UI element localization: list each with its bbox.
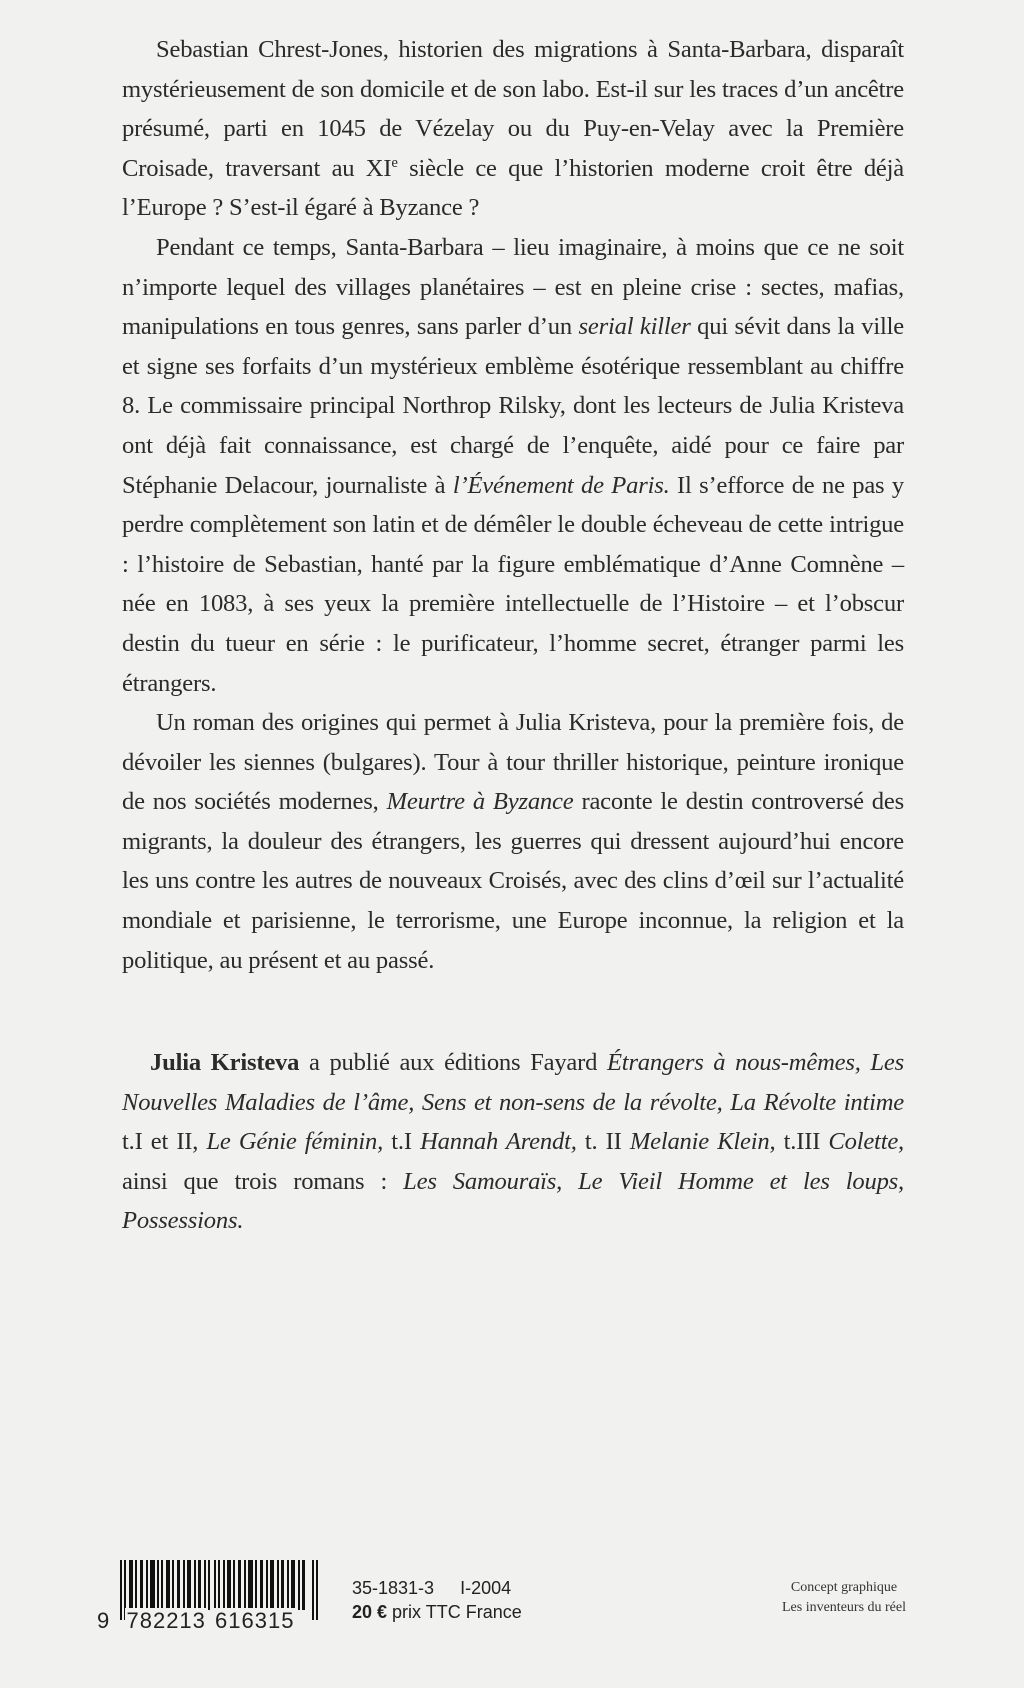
book-blurb <box>122 30 904 980</box>
price-note: prix TTC France <box>387 1602 522 1622</box>
blurb-paragraph-3: Un roman des origines qui permet à Julia Kristeva, pour la première fois, de dévoiler les siennes (bulgares). Tour à tour thriller historique, peinture ironique de nos sociétés modernes, Meurtre à Byzance raconte le destin controversé des migrants, la douleur des étrangers, les guerres qui dressent aujourd’hui encore les uns contre les autres de nouveaux Croisés, avec des clins d’œil sur l’actualité mondiale et parisienne, le terrorisme, une Europe inconnue, la religion et la politique, au présent et au passé. <box>122 709 904 974</box>
author-bio-paragraph: Julia Kristeva a publié aux éditions Fayard Étrangers à nous-mêmes, Les Nouvelles Maladies de l’âme, Sens et non-sens de la révolte, La Révolte intime t.I et II, Le Génie féminin, t.I Hannah Arendt, t. II Melanie Klein, t.III Colette, ainsi que trois romans : Les Samouraïs, Le Vieil Homme et les loups, Possessions. <box>122 1049 904 1235</box>
book-codes <box>352 1576 522 1624</box>
reference-number: 35-1831-3 <box>352 1578 435 1598</box>
design-credit: Concept graphique Les inventeurs du réel <box>781 1580 906 1615</box>
edition-code: I-2004 <box>460 1578 512 1598</box>
blurb-paragraph-1: Sebastian Chrest-Jones, historien des migrations à Santa-Barbara, disparaît mystérieusement de son domicile et de son labo. Est-il sur les traces d’un ancêtre présumé, parti en 1045 de Vézelay ou du Puy-en-Velay avec la Première Croisade, traversant au XIe siècle ce que l’historien moderne croit être déjà l’Europe ? S’est-il égaré à Byzance ? <box>122 36 904 222</box>
author-name: Julia Kristeva <box>150 1049 300 1076</box>
price: 20 € <box>352 1602 388 1622</box>
blurb-paragraph-2: Pendant ce temps, Santa-Barbara – lieu imaginaire, à moins que ce ne soit n’importe lequel des villages planétaires – est en pleine crise : sectes, mafias, manipulations en tous genres, sans parler d’un serial killer qui sévit dans la ville et signe ses forfaits d’un mystérieux emblème ésotérique ressemblant au chiffre 8. Le commissaire principal Northrop Rilsky, dont les lecteurs de Julia Kristeva ont déjà fait connaissance, est chargé de l’enquête, aidé pour ce faire par Stéphanie Delacour, journaliste à l’Événement de Paris. Il s’efforce de ne pas y perdre complètement son latin et de démêler le double écheveau de cette intrigue : l’histoire de Sebastian, hanté par la figure emblématique d’Anne Comnène – née en 1083, à ses yeux la première intellectuelle de l’Histoire – et l’obscur destin du tueur en série : le purificateur, l’homme secret, étranger parmi les étrangers. <box>122 233 905 697</box>
author-bio <box>122 1043 904 1241</box>
reference-line <box>352 1576 522 1600</box>
price-line <box>352 1600 522 1624</box>
isbn-digits: 9 782213 616315 <box>97 1608 295 1633</box>
isbn-barcode <box>96 1560 328 1640</box>
